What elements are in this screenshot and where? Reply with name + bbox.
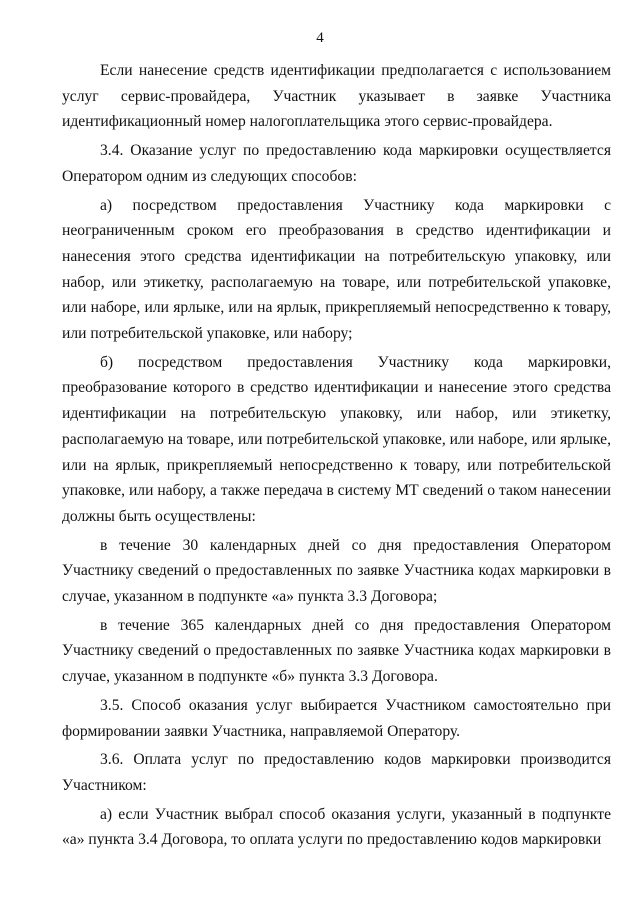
document-body	[62, 58, 611, 853]
paragraph-30-days: в течение 30 календарных дней со дня предоставления Оператором Участнику сведений о предоставленных по заявке Участника кодах маркировки в случае, указанном в подпункте «а» пункта 3.3 Договора;	[62, 536, 611, 606]
paragraph-3-4-a: а) посредством предоставления Участнику кода маркировки с неограниченным сроком его преобразования в средство идентификации и нанесения этого средства идентификации на потребительскую упаковку, или набор, или этикетку, располагаемую на товаре, или потребительской упаковке, или наборе, или ярлыке, или на ярлык, прикрепляемый непосредственно к товару, или потребительской упаковке, или набору;	[62, 196, 611, 343]
paragraph-3-6-a: а) если Участник выбрал способ оказания услуги, указанный в подпункте «а» пункта 3.4 Договора, то оплата услуги по предоставлению кодов маркировки	[62, 805, 611, 849]
paragraph-3-4: 3.4. Оказание услуг по предоставлению кода маркировки осуществляется Оператором одним из следующих способов:	[62, 142, 611, 185]
page-number: 4	[316, 30, 324, 46]
paragraph-3-6: 3.6. Оплата услуг по предоставлению кодов маркировки производится Участником:	[62, 751, 611, 794]
paragraph-3-5: 3.5. Способ оказания услуг выбирается Участником самостоятельно при формировании заявки Участника, направляемой Оператору.	[62, 696, 611, 740]
paragraph-service-provider: Если нанесение средств идентификации предполагается с использованием услуг сервис-провайдера, Участник указывает в заявке Участника идентификационный номер налогоплательщика этого сервис-провайдера.	[62, 62, 611, 131]
paragraph-3-4-b: б) посредством предоставления Участнику кода маркировки, преобразование которого в средство идентификации и нанесение этого средства идентификации на потребительскую упаковку, или набор, или этикетку, располагаемую на товаре, или потребительской упаковке, или наборе, или ярлыке, или на ярлык, прикрепляемый непосредственно к товару, или потребительской упаковке, или набору, а также передача в систему МТ сведений о таком нанесении должны быть осуществлены:	[62, 353, 611, 525]
paragraph-365-days: в течение 365 календарных дней со дня предоставления Оператором Участнику сведений о предоставленных по заявке Участника кодах маркировки в случае, указанном в подпункте «б» пункта 3.3 Договора.	[62, 616, 611, 686]
